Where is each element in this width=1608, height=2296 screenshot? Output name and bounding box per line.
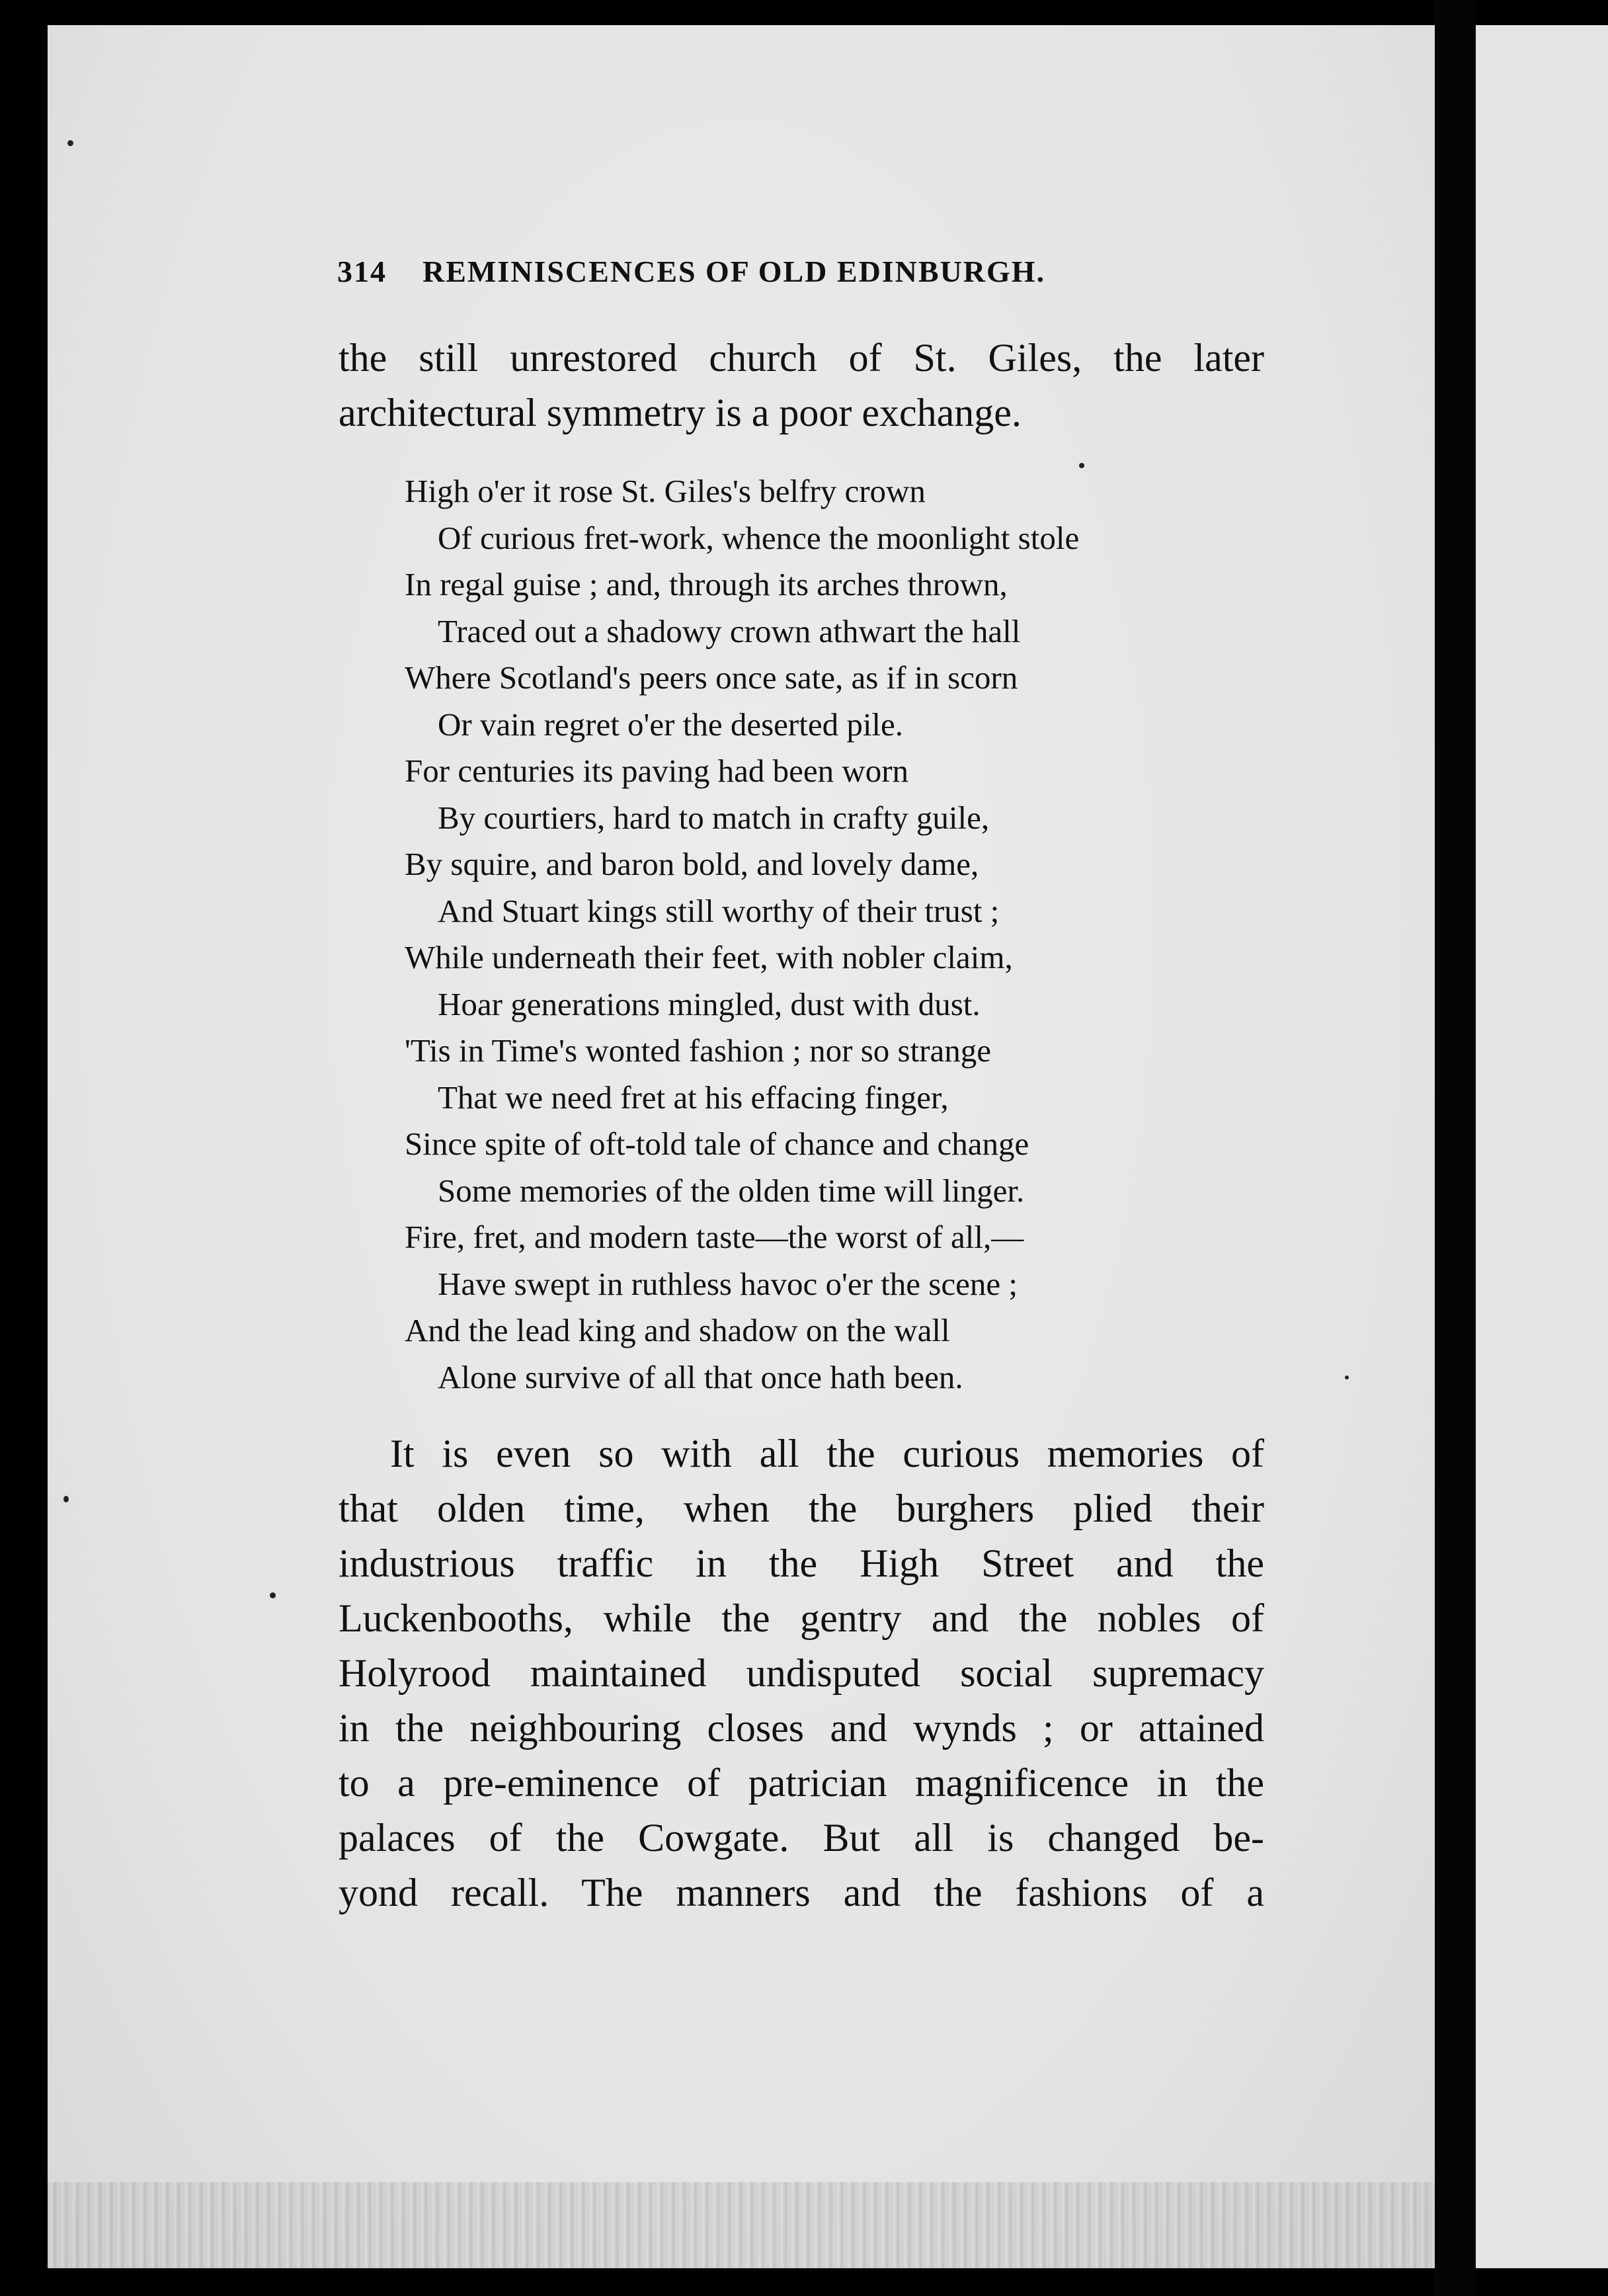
- page-bottom-edge: [48, 2182, 1435, 2268]
- running-title: REMINISCENCES OF OLD EDINBURGH.: [422, 255, 1046, 288]
- prose-line: to a pre-eminence of patrician magnificence in the: [339, 1761, 1264, 1805]
- prose-line: palaces of the Cowgate. But all is changed be-: [339, 1816, 1264, 1860]
- prose-line: that olden time, when the burghers plied their: [339, 1487, 1264, 1530]
- prose-line: architectural symmetry is a poor exchange.: [339, 391, 1022, 434]
- poem-line: Of curious fret-work, whence the moonlight stole: [438, 519, 1080, 556]
- scan-speck: [63, 1496, 69, 1502]
- running-head: [337, 254, 1045, 289]
- poem-line: Or vain regret o'er the deserted pile.: [438, 706, 904, 743]
- prose-line: Holyrood maintained undisputed social supremacy: [339, 1651, 1264, 1695]
- poem-line: By courtiers, hard to match in crafty guile,: [438, 799, 990, 836]
- poem-line: Where Scotland's peers once sate, as if in scorn: [405, 659, 1018, 696]
- prose-line: It is even so with all the curious memories of: [390, 1432, 1264, 1475]
- poem-line: Fire, fret, and modern taste—the worst of all,—: [405, 1219, 1024, 1255]
- prose-line: the still unrestored church of St. Giles, the later: [339, 336, 1264, 380]
- poem-line: Traced out a shadowy crown athwart the hall: [438, 612, 1021, 649]
- scan-speck: [270, 1592, 276, 1598]
- scan-speck: [1345, 1375, 1349, 1379]
- poem-line: Have swept in ruthless havoc o'er the scene ;: [438, 1265, 1018, 1302]
- page-number: 314: [337, 255, 387, 288]
- poem-line: That we need fret at his effacing finger,: [438, 1079, 949, 1116]
- gutter-shadow: [1435, 0, 1476, 2296]
- poem-line: And Stuart kings still worthy of their trust ;: [438, 892, 1000, 929]
- prose-line: industrious traffic in the High Street and the: [339, 1541, 1264, 1585]
- poem-line: In regal guise ; and, through its arches thrown,: [405, 566, 1008, 602]
- poem-line: Some memories of the olden time will linger.: [438, 1172, 1025, 1209]
- scan-speck: [67, 140, 73, 146]
- facing-page-edge: [1476, 25, 1608, 2268]
- prose-paragraph-top: [339, 331, 1264, 440]
- prose-paragraph-bottom: [339, 1426, 1264, 1920]
- poem-block: [405, 468, 1079, 1401]
- poem-line: By squire, and baron bold, and lovely dame,: [405, 846, 979, 882]
- poem-line: 'Tis in Time's wonted fashion ; nor so strange: [405, 1032, 992, 1069]
- prose-line: in the neighbouring closes and wynds ; or attained: [339, 1706, 1264, 1750]
- poem-line: While underneath their feet, with nobler claim,: [405, 939, 1013, 975]
- poem-line: Alone survive of all that once hath been.: [438, 1358, 963, 1395]
- poem-line: Since spite of oft-told tale of chance and change: [405, 1126, 1029, 1162]
- poem-line: High o'er it rose St. Giles's belfry crown: [405, 473, 926, 509]
- prose-line: yond recall. The manners and the fashions of a: [339, 1871, 1264, 1914]
- poem-line: Hoar generations mingled, dust with dust.: [438, 985, 981, 1022]
- poem-line: And the lead king and shadow on the wall: [405, 1312, 950, 1348]
- prose-line: Luckenbooths, while the gentry and the nobles of: [339, 1596, 1264, 1640]
- scan-speck: [1079, 463, 1084, 468]
- poem-line: For centuries its paving had been worn: [405, 753, 909, 789]
